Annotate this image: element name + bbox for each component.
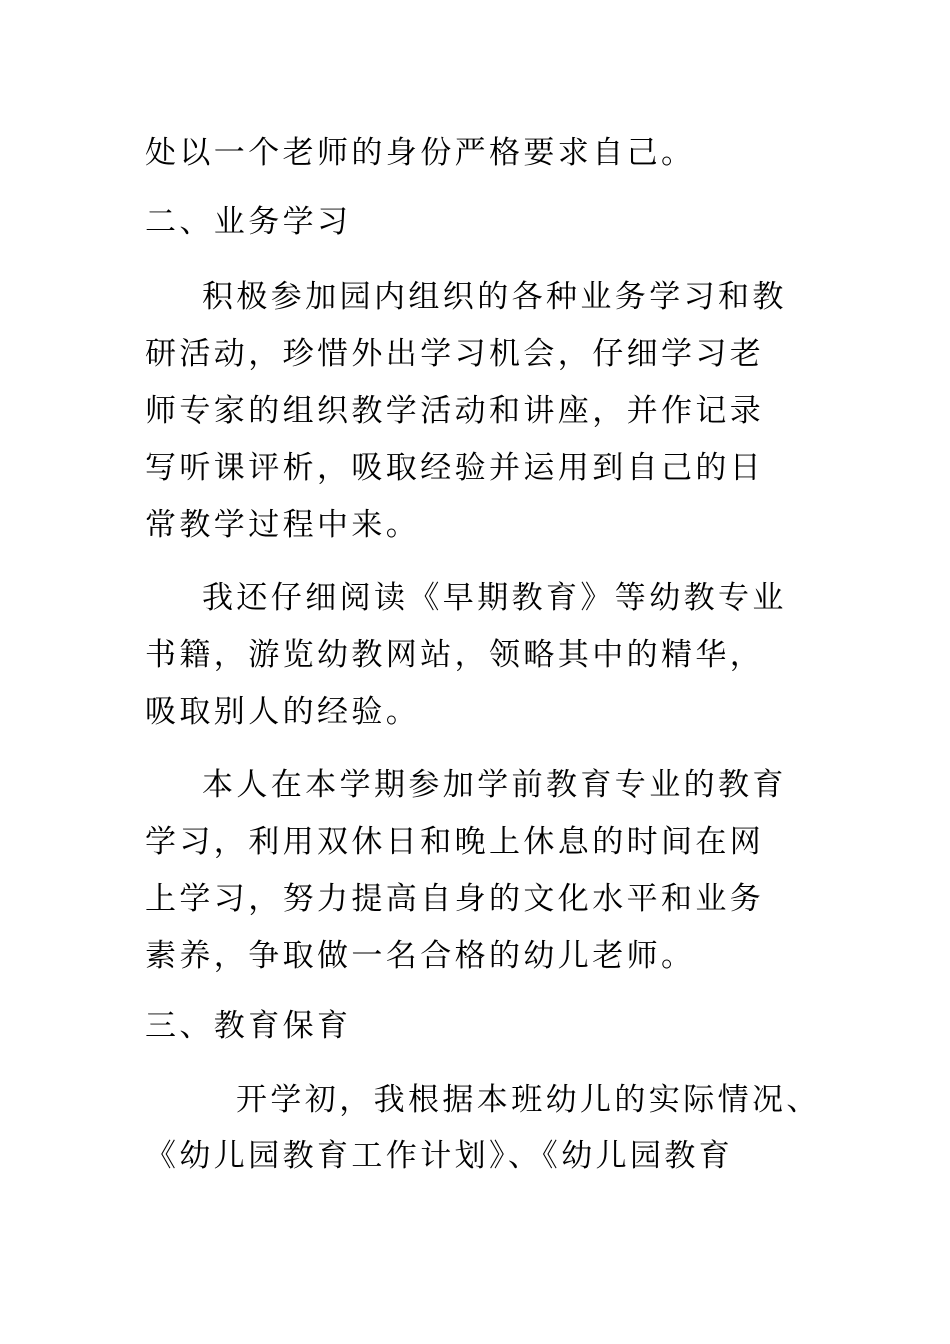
- text-line-11: 本人在本学期参加学前教育专业的教育: [202, 767, 787, 803]
- text-line-5: 师专家的组织教学活动和讲座，并作记录: [145, 393, 765, 429]
- section-heading-2: 二、业务学习: [145, 204, 352, 240]
- text-line-10: 吸取别人的经验。: [145, 694, 421, 730]
- text-line-9: 书籍，游览幼教网站，领略其中的精华，: [145, 637, 765, 673]
- text-line-12: 学习，利用双休日和晚上休息的时间在网: [145, 824, 765, 860]
- text-line-1: 处以一个老师的身份严格要求自己。: [145, 135, 696, 171]
- text-line-7: 常教学过程中来。: [145, 507, 421, 543]
- text-line-4: 研活动，珍惜外出学习机会，仔细学习老: [145, 336, 765, 372]
- text-line-14: 素养，争取做一名合格的幼儿老师。: [145, 938, 696, 974]
- text-line-8: 我还仔细阅读《早期教育》等幼教专业: [202, 580, 787, 616]
- text-line-6: 写听课评析，吸取经验并运用到自己的日: [145, 450, 765, 486]
- text-line-17: 《幼儿园教育工作计划》、《幼儿园教育: [145, 1138, 734, 1174]
- text-line-16: 开学初，我根据本班幼儿的实际情况、: [236, 1082, 821, 1118]
- text-line-13: 上学习，努力提高自身的文化水平和业务: [145, 881, 765, 917]
- text-line-3: 积极参加园内组织的各种业务学习和教: [202, 279, 787, 315]
- section-heading-3: 三、教育保育: [145, 1008, 352, 1044]
